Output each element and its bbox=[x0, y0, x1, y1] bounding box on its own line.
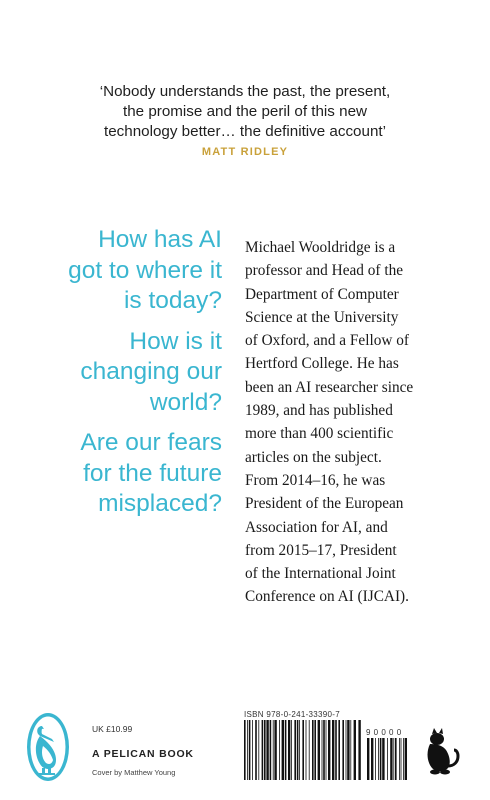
barcode-icon bbox=[243, 720, 361, 780]
cover-credit: Cover by Matthew Young bbox=[92, 768, 176, 777]
bio-line: been an AI researcher since bbox=[245, 378, 414, 396]
bio-line: Science at the University bbox=[245, 308, 399, 326]
question-line: How has AI bbox=[98, 226, 222, 253]
quote-line: technology better… the definitive account’ bbox=[104, 123, 386, 140]
question-list bbox=[12, 225, 222, 530]
bio-line: Hertford College. He has bbox=[245, 355, 399, 373]
bio-line: 1989, and has published bbox=[245, 402, 393, 420]
question-3 bbox=[12, 428, 222, 520]
series-label: A PELICAN BOOK bbox=[92, 748, 194, 760]
question-line: Are our fears bbox=[80, 429, 222, 456]
question-2 bbox=[12, 327, 222, 419]
isbn-addon-label: 9 0 0 0 0 bbox=[366, 728, 402, 737]
bio-line: From 2014–16, he was bbox=[245, 471, 386, 489]
question-line: for the future bbox=[83, 459, 222, 487]
bio-line: of Oxford, and a Fellow of bbox=[245, 332, 409, 350]
bio-line: professor and Head of the bbox=[245, 262, 404, 280]
barcode-addon-icon bbox=[366, 738, 410, 780]
quote-author: MATT RIDLEY bbox=[201, 146, 289, 158]
bio-line: of the International Joint bbox=[245, 565, 396, 583]
price-label: UK £10.99 bbox=[92, 724, 133, 734]
pelican-logo-icon bbox=[26, 712, 70, 782]
bio-line: from 2015–17, President bbox=[245, 541, 397, 559]
cat-mark-icon bbox=[420, 728, 462, 776]
bio-line: President of the European bbox=[245, 495, 404, 513]
author-bio bbox=[245, 236, 445, 609]
question-line: got to where it bbox=[68, 256, 222, 284]
quote-line: the promise and the peril of this new bbox=[123, 103, 367, 120]
bio-line: articles on the subject. bbox=[245, 448, 382, 466]
question-line: How is it bbox=[129, 327, 222, 355]
question-1 bbox=[12, 225, 222, 317]
bio-line: Department of Computer bbox=[245, 285, 399, 303]
endorsement-quote bbox=[60, 82, 430, 142]
question-line: changing our bbox=[80, 358, 222, 385]
question-line: is today? bbox=[123, 287, 222, 314]
bio-line: Michael Wooldridge is a bbox=[245, 239, 396, 256]
bio-line: more than 400 scientific bbox=[245, 425, 394, 443]
bio-line: Conference on AI (IJCAI). bbox=[245, 588, 409, 606]
bio-line: Association for AI, and bbox=[245, 518, 388, 536]
isbn-label: ISBN 978-0-241-33390-7 bbox=[244, 710, 340, 719]
quote-line: ‘Nobody understands the past, the present, bbox=[99, 83, 391, 100]
question-line: world? bbox=[149, 388, 222, 416]
question-line: misplaced? bbox=[98, 490, 222, 517]
